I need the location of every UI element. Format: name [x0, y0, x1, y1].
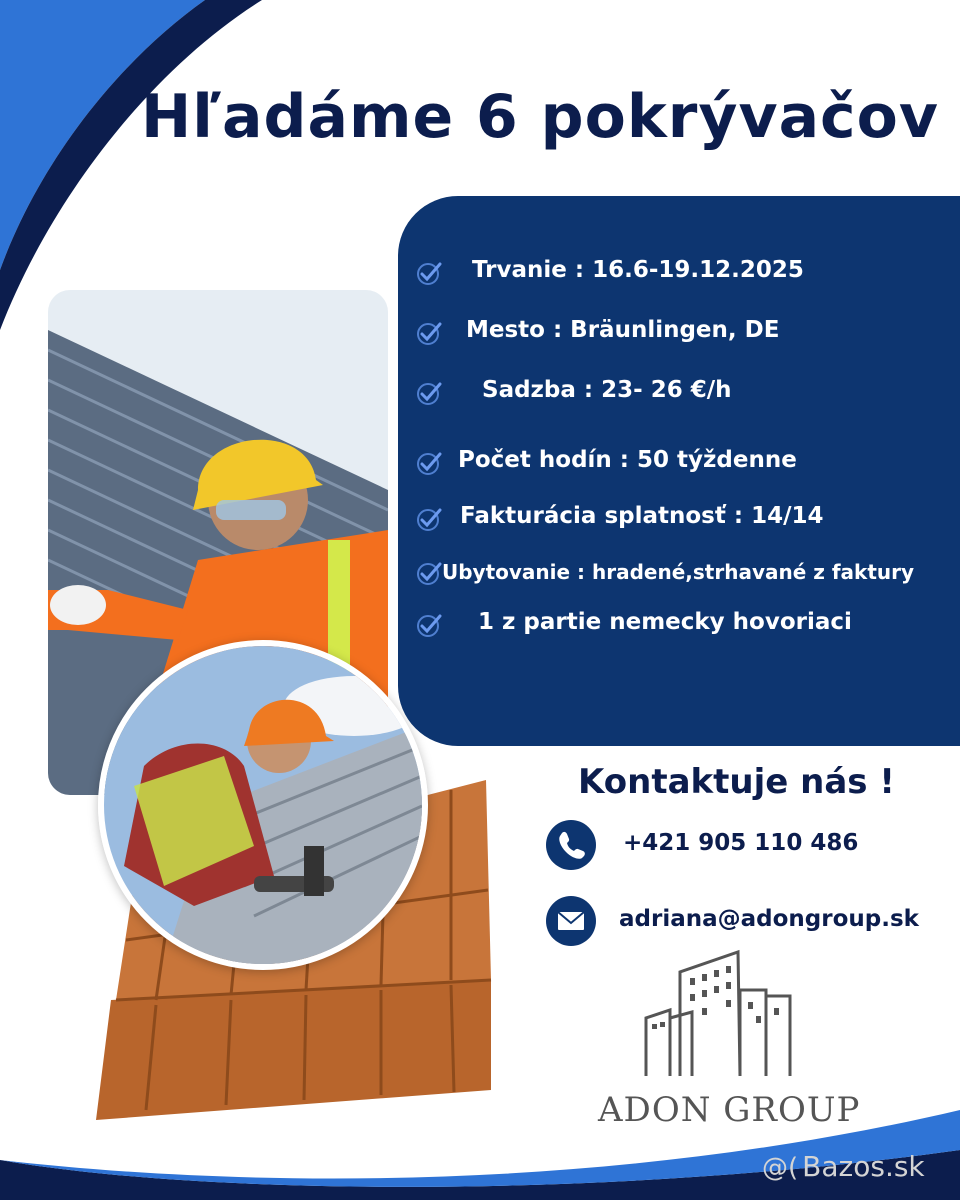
- info-item-accommodation: [398, 552, 960, 592]
- page-title: Hľadáme 6 pokrývačov: [141, 82, 939, 152]
- info-text: Mesto : Bräunlingen, DE: [466, 317, 780, 343]
- watermark-text: Bazos.sk: [802, 1150, 925, 1183]
- roofer-circle-photo: [98, 640, 428, 970]
- phone-number[interactable]: +421 905 110 486: [623, 830, 859, 856]
- check-icon: [414, 318, 444, 348]
- info-item-rate: [398, 372, 960, 412]
- info-item-duration: [398, 252, 960, 292]
- info-text: Ubytovanie : hradené,strhavané z faktury: [442, 560, 915, 584]
- check-icon: [414, 610, 444, 640]
- info-text: Trvanie : 16.6-19.12.2025: [472, 257, 804, 283]
- job-info-panel: [398, 196, 960, 746]
- check-icon: [414, 504, 444, 534]
- info-text: Sadzba : 23- 26 €/h: [482, 377, 732, 403]
- info-item-hours: [398, 442, 960, 482]
- check-icon: [414, 558, 444, 588]
- check-icon: [414, 378, 444, 408]
- watermark-symbol: @(: [762, 1153, 799, 1183]
- email-address[interactable]: adriana@adongroup.sk: [619, 906, 919, 932]
- watermark: [762, 1150, 925, 1183]
- check-icon: [414, 258, 444, 288]
- company-logo-text: ADON GROUP: [598, 1090, 861, 1130]
- email-icon: [546, 896, 596, 946]
- info-item-city: [398, 312, 960, 352]
- info-item-language: [398, 604, 960, 644]
- info-item-invoicing: [398, 498, 960, 538]
- info-text: Fakturácia splatnosť : 14/14: [460, 503, 824, 529]
- info-text: Počet hodín : 50 týždenne: [458, 447, 797, 473]
- building-logo-icon: [640, 948, 800, 1078]
- info-text: 1 z partie nemecky hovoriaci: [478, 609, 852, 635]
- phone-icon: [546, 820, 596, 870]
- contact-title: Kontaktuje nás !: [578, 762, 895, 802]
- check-icon: [414, 448, 444, 478]
